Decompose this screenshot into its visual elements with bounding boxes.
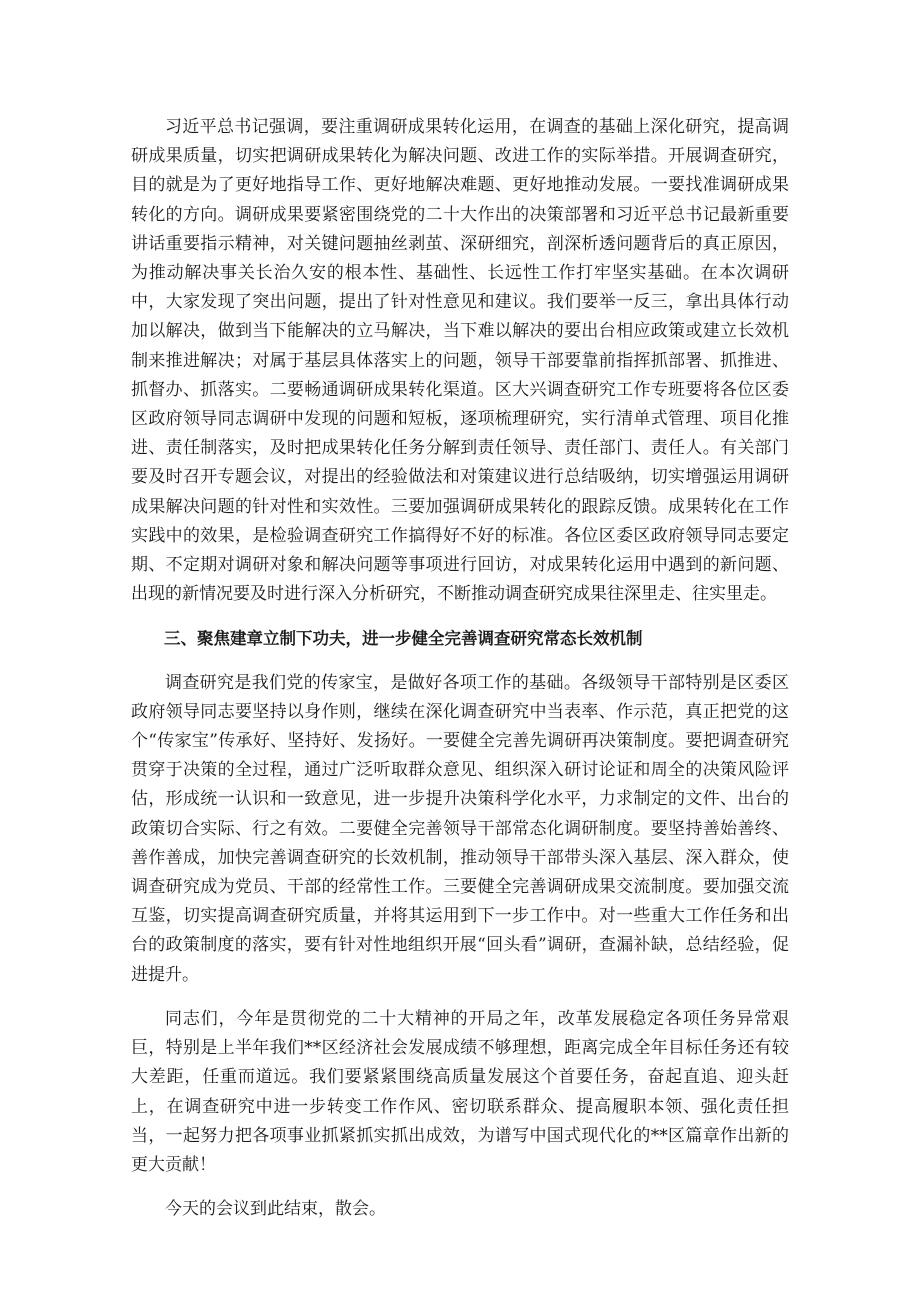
paragraph-closing-remarks: 同志们，今年是贯彻党的二十大精神的开局之年，改革发展稳定各项任务异常艰巨，特别是上半年我们**区经济社会发展成绩不够理想，距离完成全年目标任务还有较大差距，任重而道远。我们要紧紧围绕高质量发展这个首要任务，奋起直追、迎头赶上，在调查研究中进一步转变工作作风、密切联系群众、提高履职本领、强化责任担当，一起努力把各项事业抓紧抓实抓出成效，为谱写中国式现代化的**区篇章作出新的更大贡献！ bbox=[131, 1008, 789, 1175]
section-heading-three: 三、聚焦建章立制下功夫，进一步健全完善调查研究常态长效机制 bbox=[164, 629, 643, 649]
paragraph-meeting-adjourned: 今天的会议到此结束，散会。 bbox=[165, 1199, 386, 1220]
paragraph-long-term-mechanism: 调查研究是我们党的传家宝，是做好各项工作的基础。各级领导干部特别是区委区政府领导同志要坚持以身作则，继续在深化调查研究中当表率、作示范，真正把党的这个“传家宝”传承好、坚持好、发扬好。一要健全完善先调研再决策制度。要把调查研究贯穿于决策的全过程，通过广泛听取群众意见、组织深入研讨论证和周全的决策风险评估，形成统一认识和一致意见，进一步提升决策科学化水平，力求制定的文件、出台的政策切合实际、行之有效。二要健全完善领导干部常态化调研制度。要坚持善始善终、善作善成，加快完善调查研究的长效机制，推动领导干部带头深入基层、深入群众，使调查研究成为党员、干部的经常性工作。三要健全完善调研成果交流制度。要加强交流互鉴，切实提高调查研究质量，并将其运用到下一步工作中。对一些重大工作任务和出台的政策制度的落实，要有针对性地组织开展“回头看”调研，查漏补缺，总结经验，促进提升。 bbox=[131, 672, 789, 985]
paragraph-outcome-conversion: 习近平总书记强调，要注重调研成果转化运用，在调查的基础上深化研究，提高调研成果质量，切实把调研成果转化为解决问题、改进工作的实际举措。开展调查研究，目的就是为了更好地指导工作、更好地解决难题、更好地推动发展。一要找准调研成果转化的方向。调研成果要紧密围绕党的二十大作出的决策部署和习近平总书记最新重要讲话重要指示精神，对关键问题抽丝剥茧、深研细究，剖深析透问题背后的真正原因，为推动解决事关长治久安的根本性、基础性、长远性工作打牢坚实基础。在本次调研中，大家发现了突出问题，提出了针对性意见和建议。我们要举一反三，拿出具体行动加以解决，做到当下能解决的立马解决，当下难以解决的要出台相应政策或建立长效机制来推进解决；对属于基层具体落实上的问题，领导干部要靠前指挥抓部署、抓推进、抓督办、抓落实。二要畅通调研成果转化渠道。区大兴调查研究工作专班要将各位区委区政府领导同志调研中发现的问题和短板，逐项梳理研究，实行清单式管理、项目化推进、责任制落实，及时把成果转化任务分解到责任领导、责任部门、责任人。有关部门要及时召开专题会议，对提出的经验做法和对策建议进行总结吸纳，切实增强运用调研成果解决问题的针对性和实效性。三要加强调研成果转化的跟踪反馈。成果转化在工作实践中的效果，是检验调查研究工作搞得好不好的标准。各位区委区政府领导同志要定期、不定期对调研对象和解决问题等事项进行回访，对成果转化运用中遇到的新问题、出现的新情况要及时进行深入分析研究，不断推动调查研究成果往深里走、往实里走。 bbox=[131, 117, 789, 605]
document-page bbox=[131, 113, 789, 1224]
